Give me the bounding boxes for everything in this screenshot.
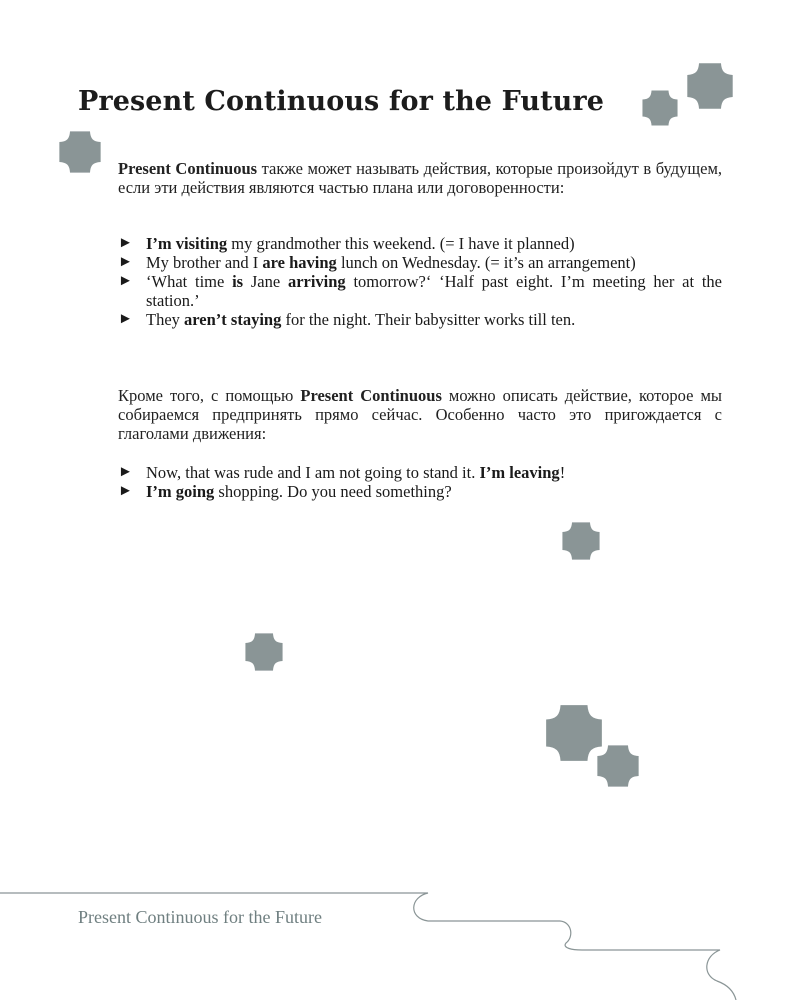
example-text: tomorrow?‘ ‘Half past eight. I’m meeting her at the station.’	[146, 272, 722, 310]
example-item	[118, 234, 722, 253]
example-text: My brother and I	[146, 253, 263, 272]
intro2-paragraph	[118, 386, 722, 443]
example-verb: I’m visiting	[146, 234, 228, 253]
black-right-pointer-icon: ►	[118, 464, 133, 480]
term-present-continuous: Present Continuous	[300, 386, 442, 405]
black-right-pointer-icon: ►	[118, 273, 133, 289]
sparkle-star-icon	[643, 91, 677, 125]
example-text: They	[146, 310, 185, 329]
black-right-pointer-icon: ►	[118, 254, 133, 270]
sparkle-star-icon	[246, 634, 282, 670]
example-verb: arriving	[287, 272, 346, 291]
sparkle-star-icon	[60, 132, 100, 172]
future-examples-list	[118, 234, 722, 329]
example-item	[118, 463, 722, 482]
term-present-continuous: Present Continuous	[118, 159, 258, 178]
sparkle-star-icon	[598, 746, 638, 786]
footer-title: Present Continuous for the Future	[78, 907, 322, 927]
example-verb: I’m going	[146, 482, 215, 501]
example-text: Jane	[243, 272, 288, 291]
example-text: for the night. Their babysitter works till ten.	[281, 310, 576, 329]
sparkle-star-icon	[563, 523, 599, 559]
now-examples-list	[118, 463, 722, 501]
example-verb: aren’t staying	[184, 310, 282, 329]
intro-paragraph	[118, 159, 722, 197]
example-item	[118, 310, 722, 329]
example-verb: are having	[262, 253, 337, 272]
example-item	[118, 253, 722, 272]
black-right-pointer-icon: ►	[118, 235, 133, 251]
example-verb: is	[232, 272, 244, 291]
sparkle-star-icon	[688, 64, 732, 108]
sparkle-star-icon	[547, 706, 601, 760]
example-verb: I’m leaving	[479, 463, 560, 482]
example-text: shopping. Do you need something?	[214, 482, 452, 501]
example-text: !	[559, 463, 566, 482]
example-item	[118, 272, 722, 310]
page-title: Present Continuous for the Future	[78, 86, 605, 117]
black-right-pointer-icon: ►	[118, 483, 133, 499]
example-text: ‘What time	[146, 272, 233, 291]
intro-text: также может называть действия, которые произойдут в будущем, если эти действия являются частью плана или договоренности:	[118, 159, 723, 197]
black-right-pointer-icon: ►	[118, 311, 133, 327]
intro2-before: Кроме того, с помощью	[118, 386, 301, 405]
example-item	[118, 482, 722, 501]
intro2-after: можно описать действие, которое мы собираемся предпринять прямо сейчас. Особенно часто это пригождается с глаголами движения:	[118, 386, 722, 443]
example-text: lunch on Wednesday. (= it’s an arrangement)	[336, 253, 636, 272]
example-text: Now, that was rude and I am not going to stand it.	[146, 463, 480, 482]
example-text: my grandmother this weekend. (= I have it planned)	[227, 234, 575, 253]
